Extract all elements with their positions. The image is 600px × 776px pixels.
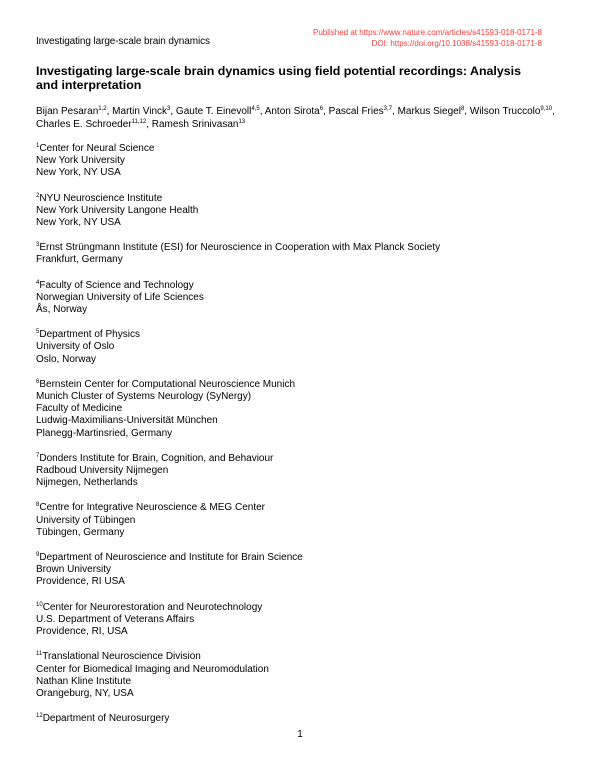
affiliation-text: NYU Neuroscience Institute <box>39 192 163 204</box>
affiliation-block <box>36 651 556 700</box>
affiliation-block <box>36 713 556 725</box>
author-affiliation-marker: 4,5 <box>251 106 260 112</box>
affiliation-text: University of Tübingen <box>36 514 136 526</box>
author-separator: , <box>392 106 398 117</box>
author-affiliation-marker: 1,2 <box>98 106 107 112</box>
affiliation-line <box>36 602 556 614</box>
affiliation-line <box>36 167 556 179</box>
author-affiliation-marker: 6 <box>319 106 324 112</box>
affiliation-line <box>36 254 556 266</box>
author-name: Bijan Pesaran <box>36 106 99 117</box>
author-name: Anton Sirota <box>264 106 320 117</box>
affiliation-line <box>36 713 556 725</box>
published-at-link[interactable]: Published at https://www.nature.com/articles/s41593-018-0171-8 <box>312 28 542 37</box>
affiliation-text: Munich Cluster of Systems Neurology (SyNergy) <box>36 391 252 403</box>
affiliation-number: 10 <box>36 601 43 608</box>
author-name: Gaute T. Einevoll <box>175 106 252 117</box>
affiliation-text: Center for Biomedical Imaging and Neuromodulation <box>36 663 269 675</box>
affiliation-text: Norwegian University of Life Sciences <box>36 291 204 303</box>
page-number: 1 <box>297 729 303 740</box>
affiliation-block <box>36 552 556 589</box>
affiliation-line <box>36 564 556 576</box>
author-list <box>36 105 556 131</box>
affiliation-line <box>36 614 556 626</box>
affiliation-line <box>36 415 556 427</box>
affiliation-line <box>36 155 556 167</box>
affiliation-number: 11 <box>36 651 43 658</box>
affiliation-text: Brown University <box>36 564 112 576</box>
affiliation-text: Donders Institute for Brain, Cognition, and Behaviour <box>39 452 274 464</box>
affiliation-line <box>36 379 556 391</box>
author-affiliation-marker: 11,12 <box>131 119 147 125</box>
author-name: Ramesh Srinivasan <box>151 119 239 130</box>
affiliation-text: Providence, RI USA <box>36 576 125 588</box>
author-separator: , <box>146 119 152 130</box>
author-name: Pascal Fries <box>328 106 384 117</box>
affiliation-line <box>36 502 556 514</box>
affiliation-line <box>36 403 556 415</box>
affiliation-text: New York University <box>36 155 125 167</box>
affiliation-line <box>36 651 556 663</box>
affiliation-line <box>36 676 556 688</box>
affiliation-text: Ludwig-Maximilians-Universität München <box>36 415 218 427</box>
author-affiliation-marker: 3 <box>167 106 171 112</box>
affiliation-text: Center for Neurorestoration and Neurotechnology <box>42 601 263 613</box>
affiliation-line <box>36 391 556 403</box>
author-name: Martin Vinck <box>112 106 168 117</box>
paper-title: Investigating large-scale brain dynamics using field potential recordings: Analysis and interpretation <box>36 64 521 92</box>
doi-link[interactable]: DOI: https://doi.org/10.1038/s41593-018-0171-8 <box>371 39 542 48</box>
affiliation-text: Center for Neural Science <box>39 143 155 154</box>
affiliation-line <box>36 242 556 254</box>
affiliation-text: Oslo, Norway <box>36 353 97 365</box>
affiliation-block <box>36 502 556 539</box>
affiliation-block <box>36 193 556 230</box>
affiliation-line <box>36 354 556 366</box>
author-separator: , <box>259 106 265 117</box>
affiliation-block <box>36 602 556 639</box>
affiliation-number: 9 <box>36 552 40 559</box>
affiliation-line <box>36 688 556 700</box>
affiliation-text: Faculty of Science and Technology <box>39 279 194 291</box>
author-separator: , <box>552 106 555 117</box>
affiliation-line <box>36 576 556 588</box>
affiliation-line <box>36 329 556 341</box>
affiliation-block <box>36 242 556 266</box>
affiliation-text: Department of Neurosurgery <box>42 713 170 725</box>
affiliation-text: Department of Physics <box>39 329 140 341</box>
affiliation-text: Ås, Norway <box>36 304 88 316</box>
affiliation-line <box>36 465 556 477</box>
affiliation-line <box>36 453 556 465</box>
affiliation-text: New York, NY USA <box>36 167 121 179</box>
author-name: Charles E. Schroeder <box>36 119 132 130</box>
affiliation-block <box>36 453 556 490</box>
affiliation-text: Tübingen, Germany <box>36 526 125 538</box>
author-affiliation-marker: 8 <box>460 106 465 112</box>
affiliation-text: Orangeburg, NY, USA <box>36 687 134 699</box>
author-name: Wilson Truccolo <box>469 106 541 117</box>
affiliation-line <box>36 477 556 489</box>
affiliation-line <box>36 304 556 316</box>
author-separator: , <box>464 106 470 117</box>
author-affiliation-marker: 9,10 <box>540 106 553 112</box>
affiliation-number: 6 <box>36 378 40 385</box>
running-head-title: Investigating large-scale brain dynamics <box>36 36 210 47</box>
affiliation-number: 12 <box>36 713 43 720</box>
affiliation-line <box>36 515 556 527</box>
affiliation-line <box>36 664 556 676</box>
affiliation-block <box>36 143 556 180</box>
affiliation-number: 8 <box>36 502 40 509</box>
affiliation-text: Centre for Integrative Neuroscience & MEG Center <box>39 502 265 514</box>
affiliation-text: Translational Neuroscience Division <box>42 651 201 663</box>
affiliation-text: Nijmegen, Netherlands <box>36 477 138 489</box>
affiliation-text: U.S. Department of Veterans Affairs <box>36 613 195 625</box>
publication-notice <box>313 27 542 49</box>
affiliation-line <box>36 217 556 229</box>
affiliation-number: 1 <box>36 143 40 149</box>
affiliation-line <box>36 193 556 205</box>
affiliation-line <box>36 527 556 539</box>
affiliation-line <box>36 626 556 638</box>
affiliation-number: 2 <box>36 192 40 199</box>
affiliation-text: Faculty of Medicine <box>36 403 123 415</box>
affiliation-text: New York University Langone Health <box>36 204 199 216</box>
affiliation-list <box>36 143 556 738</box>
affiliation-block <box>36 280 556 317</box>
author-affiliation-marker: 13 <box>238 119 246 125</box>
author-separator: , <box>323 106 329 117</box>
affiliation-line <box>36 205 556 217</box>
affiliation-line <box>36 292 556 304</box>
affiliation-number: 3 <box>36 242 40 249</box>
affiliation-text: New York, NY USA <box>36 217 121 229</box>
affiliation-number: 5 <box>36 329 40 336</box>
affiliation-line <box>36 428 556 440</box>
affiliation-block <box>36 329 556 366</box>
affiliation-number: 4 <box>36 279 40 286</box>
author-name: Markus Siegel <box>397 106 461 117</box>
affiliation-text: Providence, RI, USA <box>36 626 128 638</box>
author-separator: , <box>106 106 113 117</box>
affiliation-line <box>36 341 556 353</box>
affiliation-line <box>36 552 556 564</box>
affiliation-text: Radboud University Nijmegen <box>36 465 169 477</box>
affiliation-line <box>36 143 556 155</box>
affiliation-text: Planegg-Martinsried, Germany <box>36 427 173 439</box>
author-separator: , <box>170 106 176 117</box>
author-affiliation-marker: 3,7 <box>383 106 393 112</box>
affiliation-text: Nathan Kline Institute <box>36 675 132 687</box>
affiliation-line <box>36 280 556 292</box>
affiliation-text: University of Oslo <box>36 341 115 353</box>
affiliation-text: Bernstein Center for Computational Neuroscience Munich <box>39 378 296 390</box>
affiliation-text: Ernst Strüngmann Institute (ESI) for Neuroscience in Cooperation with Max Planck Society <box>39 242 441 254</box>
affiliation-text: Frankfurt, Germany <box>36 254 123 266</box>
affiliation-number: 7 <box>36 452 40 459</box>
affiliation-block <box>36 379 556 440</box>
affiliation-text: Department of Neuroscience and Institute for Brain Science <box>39 552 303 564</box>
